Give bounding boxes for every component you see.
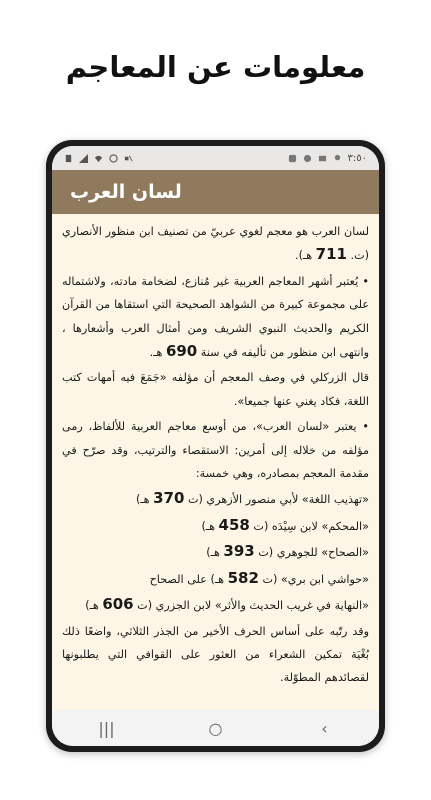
text-segment: «النهاية في غريب الحديث والأثر» لابن الجزري (ت [133, 599, 369, 613]
text-segment: هـ) على الصحاح [149, 572, 228, 586]
location-icon [333, 154, 342, 163]
text-segment: هـ. [149, 346, 166, 360]
status-icons-left [64, 154, 133, 163]
text-segment: «المحكم» لابن سِيْدَه (ت [249, 519, 369, 533]
year-number: 582 [227, 568, 259, 587]
app-bar [52, 170, 379, 214]
year-number: 690 [165, 342, 198, 361]
text-segment: هـ) [85, 599, 103, 613]
paragraph-fame [62, 270, 369, 365]
chrome-icon [303, 154, 312, 163]
wifi-icon [94, 154, 103, 163]
signal-icon [79, 154, 88, 163]
text-segment: هـ). [295, 249, 316, 263]
paragraph-sources-intro: • يعتبر «لسان العرب»، من أوسع معاجم العربية للألفاظ، رمى مؤلفه من خلاله إلى أمرين: الاستقصاء والترتيب، وقد صرّح في مقدمة المعجم بمصادره، وهي خمسة: [62, 420, 369, 481]
text-segment: «الصحاح» للجوهري (ت [254, 546, 369, 560]
source-item [62, 540, 369, 564]
text-segment: هـ) [206, 546, 224, 560]
text-segment: هـ) [136, 493, 154, 507]
text-segment: • يُعتبر أشهر المعاجم العربية غير مُنازع، لضخامة مادته، ولاشتماله على مجموعة كبيرة من الشواهد الصحيحة التي استقاها من القرآن الكريم والحديث النبوي الشريف ومن أمثال العرب وأشعارها ، وانتهى ابن منظور من تأليفه في سنة [62, 274, 369, 360]
paragraph-intro [62, 220, 369, 268]
phone-screen [52, 146, 379, 746]
message-icon [318, 154, 327, 163]
phone-frame [46, 140, 385, 752]
year-number: 711 [315, 245, 347, 264]
text-segment: «تهذيب اللغة» لأبي منصور الأزهري (ت [184, 493, 369, 507]
status-time: ٣:٥٠ [347, 152, 367, 164]
mute-icon [124, 154, 133, 163]
back-button[interactable]: ‹ [321, 718, 328, 738]
battery-icon [64, 154, 73, 163]
alarm-icon [109, 154, 118, 163]
text-segment: لسان العرب هو معجم لغوي عربيّ من تصنيف ابن منظور الأنصاري (ت. [62, 225, 369, 263]
source-item [62, 514, 369, 538]
year-number: 393 [223, 542, 255, 561]
page-title: لسان العرب [70, 181, 182, 203]
system-nav-bar [52, 710, 379, 746]
text-segment: هـ) [201, 519, 219, 533]
year-number: 370 [153, 489, 185, 508]
app-notification-icon [288, 154, 297, 163]
paragraph-ordering: وقد رتّبه على أساس الحرف الأخير من الجذر الثلاثي، واضعًا ذلك بُغْيَة تمكين الشعراء من العثور على القوافي التي يطلبونها لقصائدهم المطوّلة. [62, 624, 369, 685]
source-item [62, 487, 369, 511]
source-item [62, 593, 369, 617]
source-item [62, 567, 369, 591]
home-button[interactable]: ○ [208, 718, 223, 738]
paragraph-zirikli: قال الزركلي في وصف المعجم أن مؤلفه «جَمَعَ فيه أمهات كتب اللغة، فكاد يغني عنها جميعا». [62, 371, 369, 408]
year-number: 458 [218, 515, 250, 534]
status-icons-right [288, 153, 367, 164]
text-segment: «حواشي ابن بري» (ت [258, 572, 369, 586]
status-bar [52, 146, 379, 170]
promo-title: معلومات عن المعاجم [65, 50, 366, 84]
article-content[interactable] [52, 214, 379, 710]
recent-apps-button[interactable]: ||| [98, 718, 115, 738]
year-number: 606 [102, 595, 134, 614]
